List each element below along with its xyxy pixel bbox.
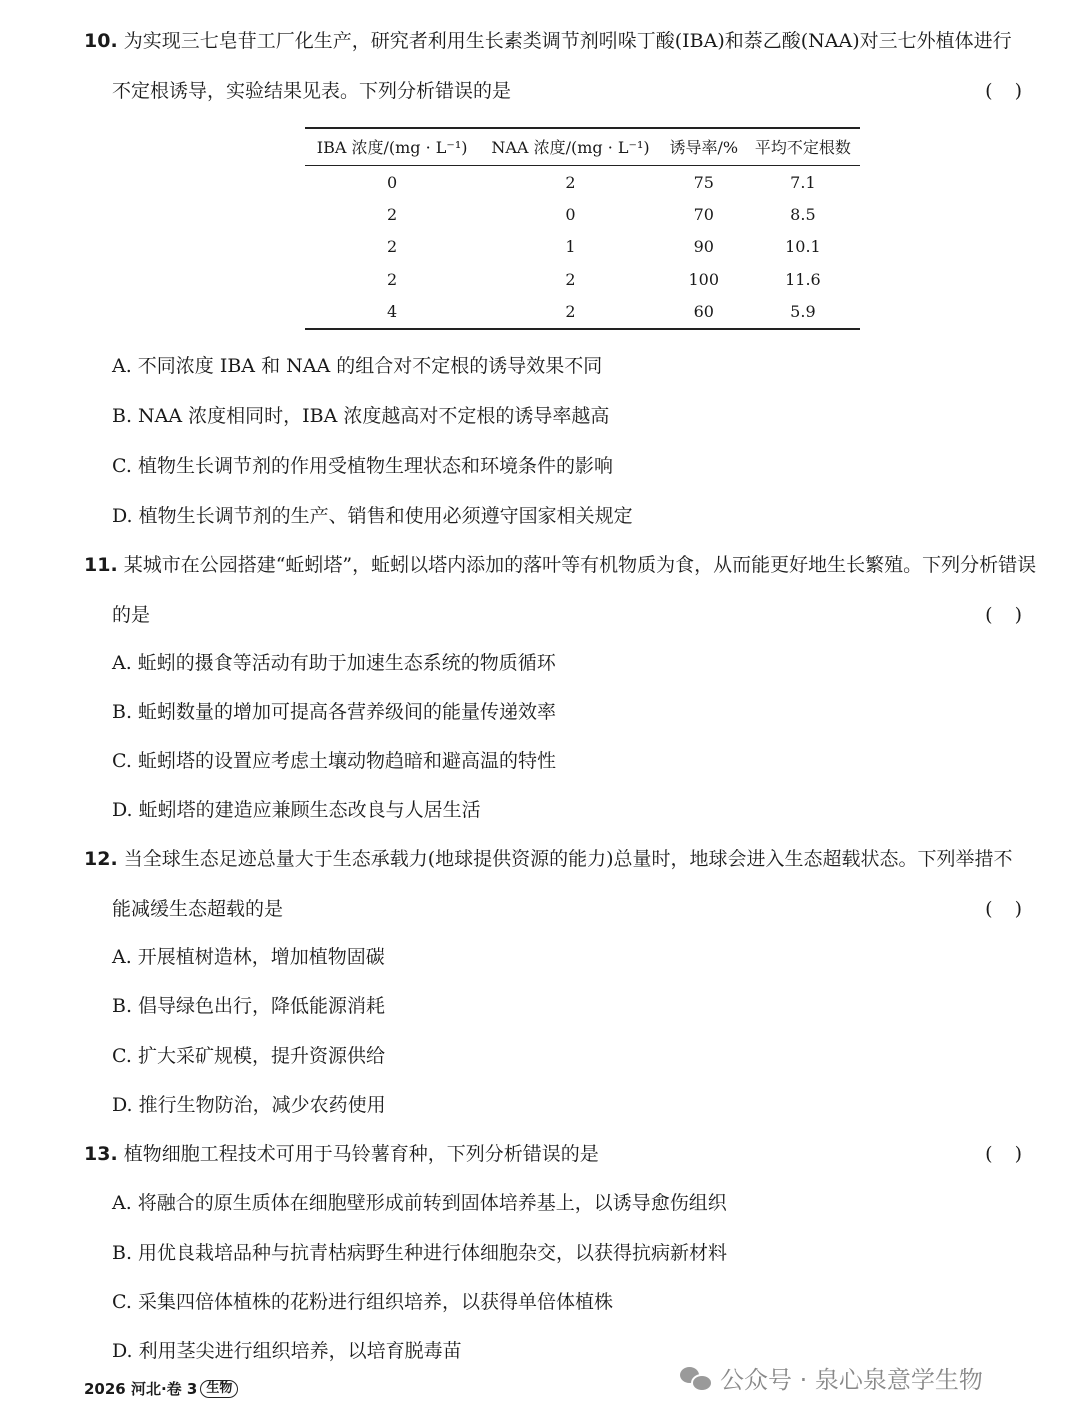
q11-stem-text-1: 某城市在公园搭建“蚯蚓塔”，蚯蚓以塔内添加的落叶等有机物质为食，从而能更好地生长繁殖。下列分析错误 xyxy=(123,554,1037,576)
q13-answer-paren: () xyxy=(985,1143,1044,1165)
q11-option-b: B. 蚯蚓数量的增加可提高各营养级间的能量传递效率 xyxy=(112,701,557,723)
q12-option-a: A. 开展植树造林，增加植物固碳 xyxy=(112,946,385,968)
table-cell: 60 xyxy=(662,296,746,329)
q11-option-d: D. 蚯蚓塔的建造应兼顾生态改良与人居生活 xyxy=(112,799,481,821)
table-cell: 2 xyxy=(565,269,576,289)
q12-option-b: B. 倡导绿色出行，降低能源消耗 xyxy=(112,995,386,1017)
q11-number: 11. xyxy=(84,554,118,576)
table-cell: 90 xyxy=(693,237,714,257)
q10-data-table xyxy=(305,127,860,330)
subject-badge: 生物 xyxy=(200,1380,238,1398)
table-cell: 100 xyxy=(688,269,720,289)
exam-paper-label: 2026 河北·卷 3 xyxy=(84,1380,198,1398)
table-cell: 0 xyxy=(565,205,576,225)
table-row xyxy=(305,263,860,295)
table-header-cell: IBA 浓度/(mg · L⁻¹) xyxy=(305,128,479,166)
q11-option-c: C. 蚯蚓塔的设置应考虑土壤动物趋暗和避高温的特性 xyxy=(112,750,556,772)
q10-option-a: A. 不同浓度 IBA 和 NAA 的组合对不定根的诱导效果不同 xyxy=(112,355,603,377)
table-header-row xyxy=(305,128,860,166)
q11-stem-line2: 的是 xyxy=(112,604,151,626)
table-cell: 5.9 xyxy=(746,296,860,329)
q10-stem-line2: 不定根诱导，实验结果见表。下列分析错误的是 xyxy=(112,80,512,102)
q10-answer-paren: () xyxy=(985,80,1044,102)
table-row xyxy=(305,231,860,263)
q10-option-d: D. 植物生长调节剂的生产、销售和使用必须遵守国家相关规定 xyxy=(112,505,633,527)
q10-stem-line1 xyxy=(84,29,1012,53)
q12-stem-line2: 能减缓生态超载的是 xyxy=(112,898,284,920)
table-cell: 8.5 xyxy=(790,205,816,225)
table-header-cell: 诱导率/% xyxy=(662,128,746,166)
q10-option-c: C. 植物生长调节剂的作用受植物生理状态和环境条件的影响 xyxy=(112,455,613,477)
wechat-icon xyxy=(680,1365,710,1391)
q12-stem-line1 xyxy=(84,847,1013,871)
table-row xyxy=(305,296,860,329)
table-cell: 0 xyxy=(387,172,398,192)
q13-number: 13. xyxy=(84,1143,118,1165)
q11-option-a: A. 蚯蚓的摄食等活动有助于加速生态系统的物质循环 xyxy=(112,652,556,674)
wechat-watermark xyxy=(680,1360,983,1395)
table-cell: 2 xyxy=(387,269,398,289)
q10-stem-text-1: 为实现三七皂苷工厂化生产，研究者利用生长素类调节剂吲哚丁酸(IBA)和萘乙酸(NAA)对三七外植体进行 xyxy=(123,30,1012,52)
q10-number: 10. xyxy=(84,30,118,52)
q13-stem-line1 xyxy=(84,1142,599,1166)
table-cell: 75 xyxy=(693,172,714,192)
q10-option-b: B. NAA 浓度相同时，IBA 浓度越高对不定根的诱导率越高 xyxy=(112,405,610,427)
table-header-cell: NAA 浓度/(mg · L⁻¹) xyxy=(479,128,661,166)
table-row xyxy=(305,166,860,199)
q13-option-b: B. 用优良栽培品种与抗青枯病野生种进行体细胞杂交，以获得抗病新材料 xyxy=(112,1242,728,1264)
table-cell: 1 xyxy=(565,237,576,257)
q13-option-a: A. 将融合的原生质体在细胞壁形成前转到固体培养基上，以诱导愈伤组织 xyxy=(112,1192,727,1214)
q12-number: 12. xyxy=(84,848,118,870)
q11-answer-paren: () xyxy=(985,604,1044,626)
q11-stem-line1 xyxy=(84,553,1036,577)
q13-option-c: C. 采集四倍体植株的花粉进行组织培养，以获得单倍体植株 xyxy=(112,1291,613,1313)
table-cell: 2 xyxy=(479,296,661,329)
q12-option-c: C. 扩大采矿规模，提升资源供给 xyxy=(112,1045,385,1067)
q13-stem-text-1: 植物细胞工程技术可用于马铃薯育种，下列分析错误的是 xyxy=(123,1143,599,1165)
table-row xyxy=(305,198,860,230)
table-cell: 11.6 xyxy=(785,269,821,289)
table-cell: 4 xyxy=(305,296,479,329)
watermark-text: 公众号 · 泉心泉意学生物 xyxy=(720,1366,983,1394)
table-cell: 2 xyxy=(387,237,398,257)
table-cell: 10.1 xyxy=(785,237,821,257)
q12-option-d: D. 推行生物防治，减少农药使用 xyxy=(112,1094,386,1116)
q13-option-d: D. 利用茎尖进行组织培养，以培育脱毒苗 xyxy=(112,1340,462,1362)
q12-answer-paren: () xyxy=(985,898,1044,920)
page-footer-label xyxy=(84,1378,238,1399)
table-cell: 7.1 xyxy=(790,172,816,192)
table-cell: 2 xyxy=(387,205,398,225)
table-header-cell: 平均不定根数 xyxy=(746,128,860,166)
table-cell: 70 xyxy=(693,205,714,225)
q12-stem-text-1: 当全球生态足迹总量大于生态承载力(地球提供资源的能力)总量时，地球会进入生态超载状态。下列举措不 xyxy=(123,848,1013,870)
table-cell: 2 xyxy=(565,172,576,192)
